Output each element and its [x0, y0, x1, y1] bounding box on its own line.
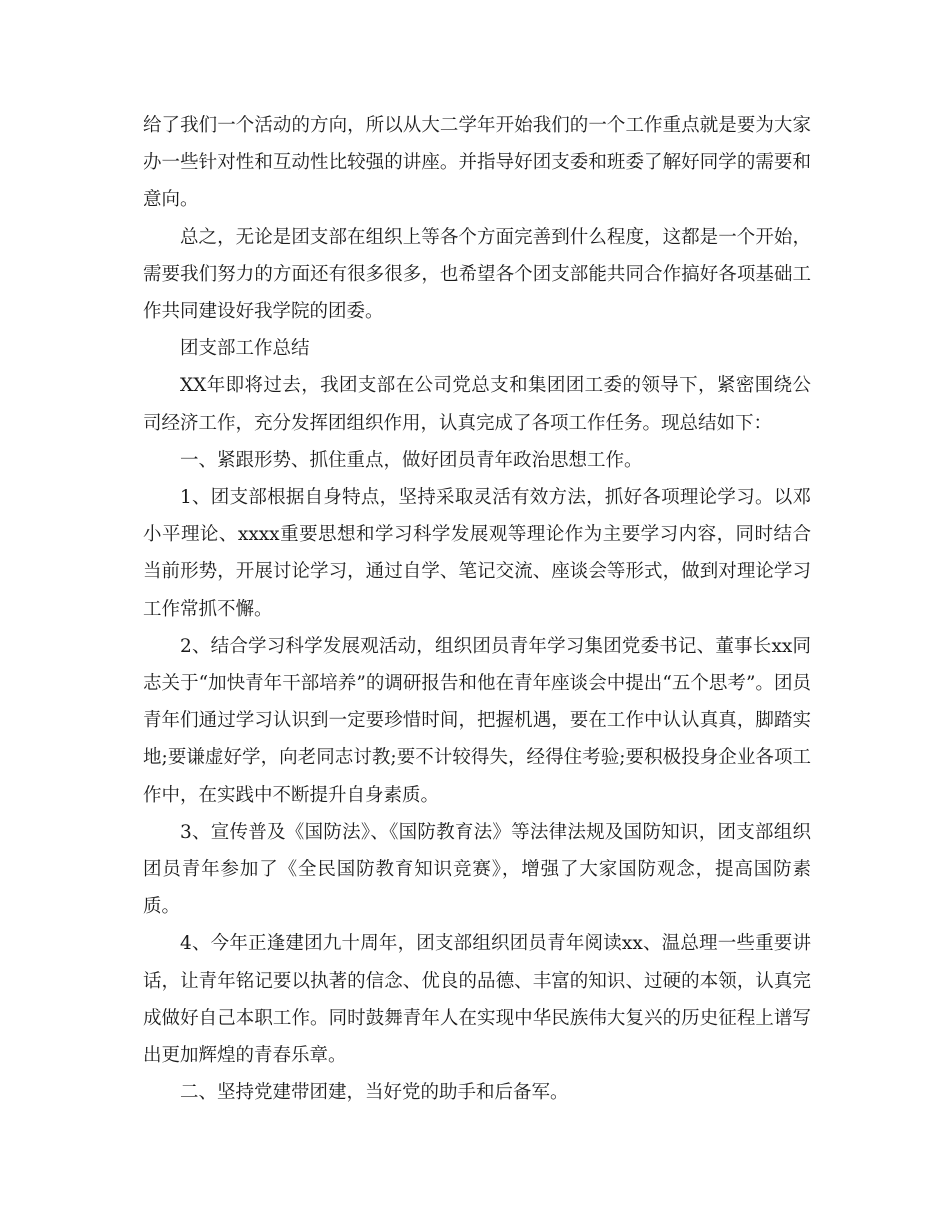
paragraph-intro: XX年即将过去，我团支部在公司党总支和集团团工委的领导下，紧密围绕公司经济工作，充分发挥团组织作用，认真完成了各项工作任务。现总结如下：	[143, 375, 811, 434]
section-title: 团支部工作总结	[180, 338, 310, 360]
heading-one: 一、紧跟形势、抓住重点，做好团员青年政治思想工作。	[180, 449, 643, 471]
paragraph-summary: 总之，无论是团支部在组织上等各个方面完善到什么程度，这都是一个开始，需要我们努力的方面还有很多很多，也希望各个团支部能共同合作搞好各项基础工作共同建设好我学院的团委。	[143, 226, 811, 323]
list-item-3: 3、宣传普及《国防法》、《国防教育法》等法律法规及国防知识，团支部组织团员青年参加了《全民国防教育知识竞赛》，增强了大家国防观念，提高国防素质。	[143, 821, 811, 918]
list-item-1: 1、团支部根据自身特点，坚持采取灵活有效方法，抓好各项理论学习。以邓小平理论、xxxx重要思想和学习科学发展观等理论作为主要学习内容，同时结合当前形势，开展讨论学习，通过自学、笔记交流、座谈会等形式，做到对理论学习工作常抓不懈。	[143, 487, 811, 620]
list-item-2: 2、结合学习科学发展观活动，组织团员青年学习集团党委书记、董事长xx同志关于“加快青年干部培养”的调研报告和他在青年座谈会中提出“五个思考”。团员青年们通过学习认识到一定要珍惜时间，把握机遇，要在工作中认认真真，脚踏实地;要谦虚好学，向老同志讨教;要不计较得失，经得住考验;要积极投身企业各项工作中，在实践中不断提升自身素质。	[143, 635, 811, 806]
heading-two: 二、坚持党建带团建，当好党的助手和后备军。	[180, 1082, 569, 1104]
document-body	[143, 107, 811, 1111]
list-item-4: 4、今年正逢建团九十周年，团支部组织团员青年阅读xx、温总理一些重要讲话，让青年铭记要以执著的信念、优良的品德、丰富的知识、过硬的本领，认真完成做好自己本职工作。同时鼓舞青年人在实现中华民族伟大复兴的历史征程上谱写出更加辉煌的青春乐章。	[143, 933, 811, 1067]
paragraph-continued: 给了我们一个活动的方向，所以从大二学年开始我们的一个工作重点就是要为大家办一些针对性和互动性比较强的讲座。并指导好团支委和班委了解好同学的需要和意向。	[143, 115, 811, 211]
